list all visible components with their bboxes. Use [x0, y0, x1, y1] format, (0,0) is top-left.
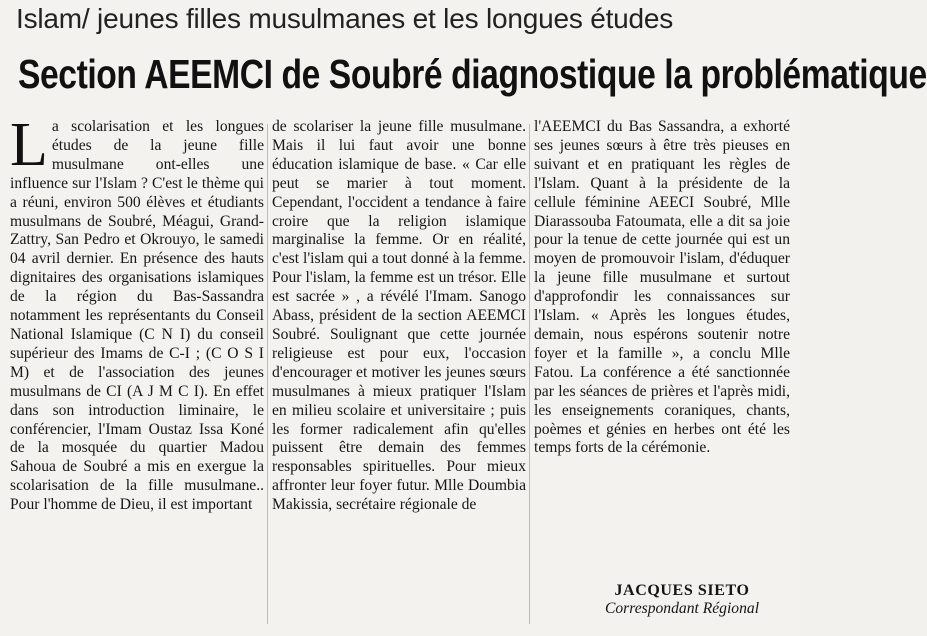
column-1-text: a scolarisation et les longues études de la jeune fille musulmane ont-elles une influence sur l'Islam ? C'est le thème qui a réuni, environ 500 élèves et étudiants musulmans de Soubré, Méagui, Grand-Zattry, San Pedro et Okrouyo, le samedi 04 avril dernier. En présence des hauts dignitaires des organisations islamiques de la région du Bas-Sassandra notamment les représentants du Conseil National Islamique (C N I) du conseil supérieur des Imams de C-I ; (C O S I M) et de l'association des jeunes musulmans de CI (A J M C I). En effet dans son introduction liminaire, le conférencier, l'Imam Oustaz Issa Koné de la mosquée du quartier Madou Sahoua de Soubré a mis en exergue la scolarisation de la fille musulmane.. Pour l'homme de Dieu, il est important — [10, 118, 264, 514]
article-column-3 — [534, 118, 790, 458]
article-body — [0, 111, 800, 636]
article-column-2 — [272, 118, 526, 515]
article-column-1 — [10, 111, 264, 515]
article-headline: Section AEEMCI de Soubré diagnostique la problématique — [18, 51, 927, 97]
author-signature — [534, 582, 790, 618]
column-2-text: de scolariser la jeune fille musulmane. Mais il lui faut avoir une bonne éducation islamique de base. « Car elle peut se marier à tout moment. Cependant, l'occident a tendance à faire croire que la religion islamique marginalise la femme. Or en réalité, c'est l'islam qui a tout donné à la femme. Pour l'islam, la femme est un trésor. Elle est sacrée » , a révélé l'Imam. Sanogo Abass, président de la section AEEMCI Soubré. Soulignant que cette journée religieuse est pour eux, l'occasion d'encourager et motiver les jeunes sœurs musulmanes à mieux pratiquer l'Islam en milieu scolaire et universitaire ; puis les former radicalement afin qu'elles puissent être demain des femmes responsables spirituelles. Pour mieux affronter leur foyer futur. Mlle Doumbia Makissia, secrétaire régionale de — [272, 118, 526, 514]
article-kicker: Islam/ jeunes filles musulmanes et les longues études — [16, 3, 674, 34]
column-3-text: l'AEEMCI du Bas Sassandra, a exhorté ses jeunes sœurs à être très pieuses en suivant et en pratiquant les règles de l'Islam. Quant à la présidente de la cellule féminine AEECI Soubré, Mlle Diarassouba Fatoumata, elle a dit sa joie pour la tenue de cette journée qui est un moyen de promouvoir l'islam, d'éduquer la jeune fille musulmane et surtout d'approfondir les connaissances sur l'Islam. « Après les longues études, demain, nous espérons soutenir notre foyer et la famille », a conclu Mlle Fatou. La conférence a été sanctionnée par les séances de prières et l'après midi, les enseignements coraniques, chants, poèmes et génies en herbes ont été les temps forts de la cérémonie. — [534, 118, 790, 457]
drop-cap: L — [10, 111, 48, 179]
author-role: Correspondant Régional — [604, 600, 760, 617]
author-name: JACQUES SIETO — [614, 582, 750, 599]
